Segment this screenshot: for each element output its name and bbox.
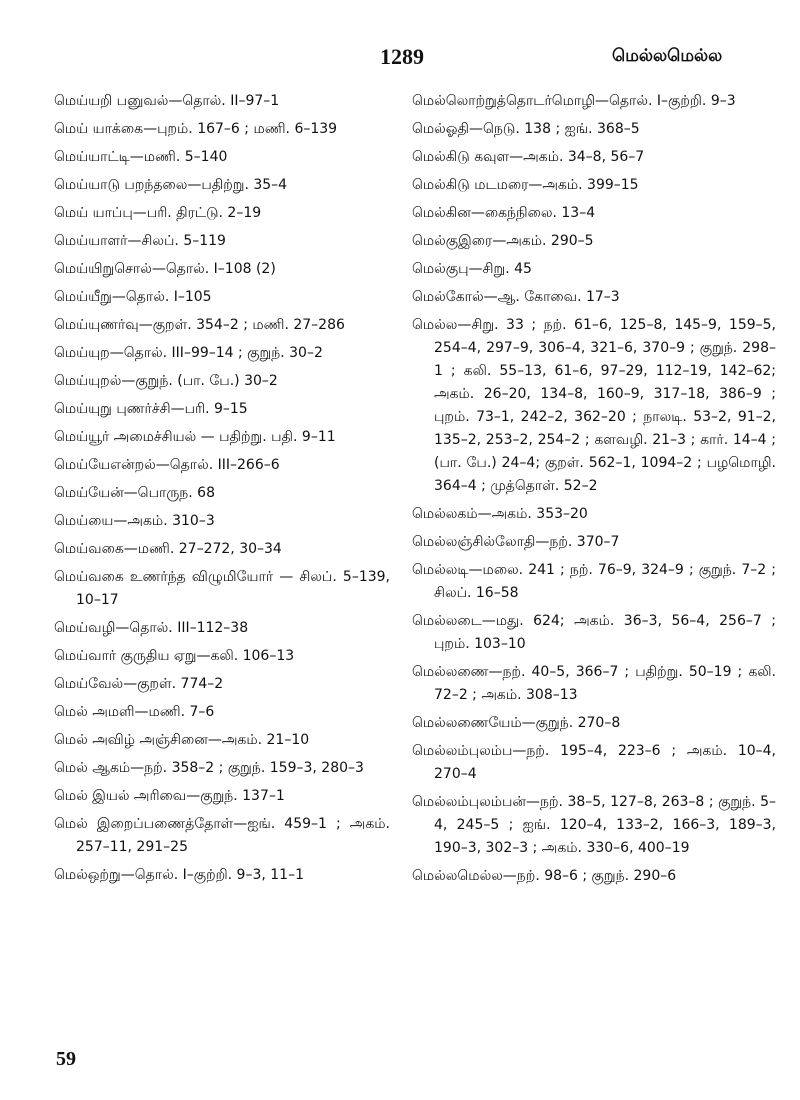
index-entry: மெல்லணை—நற். 40–5, 366–7 ; பதிற்று. 50–19 ; கலி. 72–2 ; அகம். 308–13 bbox=[412, 664, 776, 703]
index-entry: மெல்லஞ்சில்லோதி—நற். 370–7 bbox=[412, 534, 620, 550]
index-entry: மெய்யிறுசொல்—தொல். I–108 (2) bbox=[54, 261, 276, 277]
index-entry: மெய்யுறு புணர்ச்சி—பரி. 9–15 bbox=[54, 401, 248, 417]
index-entry: மெல்கோல்—ஆ. கோவை. 17–3 bbox=[412, 289, 620, 305]
right-column bbox=[412, 90, 776, 893]
index-entry: மெய் யாக்கை—புறம். 167–6 ; மணி. 6–139 bbox=[54, 121, 338, 137]
index-entry: மெல்ஓதி—நெடு. 138 ; ஐங். 368–5 bbox=[412, 121, 640, 137]
index-entry: மெல்லடி—மலை. 241 ; நற். 76–9, 324–9 ; குறுந். 7–2 ; சிலப். 16–58 bbox=[412, 562, 776, 601]
index-entry: மெல் இயல் அரிவை—குறுந். 137–1 bbox=[54, 788, 285, 804]
index-entry: மெய்யுறல்—குறுந். (பா. பே.) 30–2 bbox=[54, 373, 278, 389]
footer-signature-number: 59 bbox=[56, 1048, 76, 1070]
index-entry: மெல்லொற்றுத்தொடர்மொழி—தொல். I–குற்றி. 9–3 bbox=[412, 93, 736, 109]
index-entry: மெய்யாட்டி—மணி. 5–140 bbox=[54, 149, 228, 165]
index-entry: மெல்குபு—சிறு. 45 bbox=[412, 261, 532, 277]
index-entry: மெய்வகை உணர்ந்த விழுமியோர் — சிலப். 5–139, 10–17 bbox=[54, 569, 390, 608]
index-entry: மெய்யாடு பறந்தலை—பதிற்று. 35–4 bbox=[54, 177, 288, 193]
index-entry: மெல்ஒற்று—தொல். I–குற்றி. 9–3, 11–1 bbox=[54, 867, 304, 883]
left-column bbox=[54, 90, 390, 892]
index-entry: மெல்லம்புலம்பன்—நற். 38–5, 127–8, 263–8 ; குறுந். 5–4, 245–5 ; ஐங். 120–4, 133–2, 166–3, 189–3, 190–3, 302–3 ; அகம். 330–6, 400–19 bbox=[412, 794, 776, 856]
index-entry: மெய்யுணர்வு—குறள். 354–2 ; மணி. 27–286 bbox=[54, 317, 345, 333]
index-entry: மெல்குஇரை—அகம். 290–5 bbox=[412, 233, 594, 249]
index-entry: மெய்வேல்—குறள். 774–2 bbox=[54, 676, 224, 692]
index-entry: மெய்யுற—தொல். III–99–14 ; குறுந். 30–2 bbox=[54, 345, 323, 361]
index-entry: மெல் அமளி—மணி. 7–6 bbox=[54, 704, 215, 720]
index-entry: மெய்யறி பனுவல்—தொல். II–97–1 bbox=[54, 93, 280, 109]
index-entry: மெல்லடை—மது. 624; அகம். 36–3, 56–4, 256–7 ; புறம். 103–10 bbox=[412, 613, 776, 652]
index-entry: மெல் அவிழ் அஞ்சினை—அகம். 21–10 bbox=[54, 732, 310, 748]
index-entry: மெல்லகம்—அகம். 353–20 bbox=[412, 506, 588, 522]
index-entry: மெல்லணையேம்—குறுந். 270–8 bbox=[412, 715, 621, 731]
index-entry: மெய்யை—அகம். 310–3 bbox=[54, 513, 215, 529]
index-entry: மெல்ல—சிறு. 33 ; நற். 61–6, 125–8, 145–9, 159–5, 254–4, 297–9, 306–4, 321–6, 370–9 ; குறுந். 298–1 ; கலி. 55–13, 61–6, 97–29, 112–19, 142–62; அகம். 26–20, 134–8, 160–9, 317–18, 386–9 ; புறம். 73–1, 242–2, 362–20 ; நாலடி. 53–2, 91–2, 135–2, 253–2, 254–2 ; களவழி. 21–3 ; கார். 14–4 ; (பா. பே.) 24–4; குறள். 562–1, 1094–2 ; பழமொழி. 364–4 ; முத்தொள். 52–2 bbox=[412, 317, 776, 494]
index-entry: மெல்கின—கைந்நிலை. 13–4 bbox=[412, 205, 596, 221]
index-entry: மெல் இறைப்பணைத்தோள்—ஐங். 459–1 ; அகம். 257–11, 291–25 bbox=[54, 816, 390, 855]
index-entry: மெல் ஆகம்—நற். 358–2 ; குறுந். 159–3, 280–3 bbox=[54, 760, 364, 776]
index-entry: மெல்கிடு மடமரை—அகம். 399–15 bbox=[412, 177, 639, 193]
index-entry: மெய் யாப்பு—பரி. திரட்டு. 2–19 bbox=[54, 205, 262, 221]
page-number: 1289 bbox=[380, 44, 424, 69]
index-entry: மெய்யேஎன்றல்—தொல். III–266–6 bbox=[54, 457, 280, 473]
running-head: மெல்லமெல்ல bbox=[612, 46, 723, 66]
index-entry: மெல்கிடு கவுள—அகம். 34–8, 56–7 bbox=[412, 149, 645, 165]
index-entry: மெய்யாளர்—சிலப். 5–119 bbox=[54, 233, 226, 249]
index-entry: மெல்லமெல்ல—நற். 98–6 ; குறுந். 290–6 bbox=[412, 868, 677, 884]
index-entry: மெய்யேன்—பொருந. 68 bbox=[54, 485, 215, 501]
index-entry: மெய்யூர் அமைச்சியல் — பதிற்று. பதி. 9–11 bbox=[54, 429, 336, 445]
index-entry: மெய்வார் குருதிய ஏறு—கலி. 106–13 bbox=[54, 648, 295, 664]
index-entry: மெல்லம்புலம்ப—நற். 195–4, 223–6 ; அகம். 10–4, 270–4 bbox=[412, 743, 776, 782]
index-entry: மெய்யீறு—தொல். I–105 bbox=[54, 289, 212, 305]
index-entry: மெய்வழி—தொல். III–112–38 bbox=[54, 620, 249, 636]
index-entry: மெய்வகை—மணி. 27–272, 30–34 bbox=[54, 541, 282, 557]
